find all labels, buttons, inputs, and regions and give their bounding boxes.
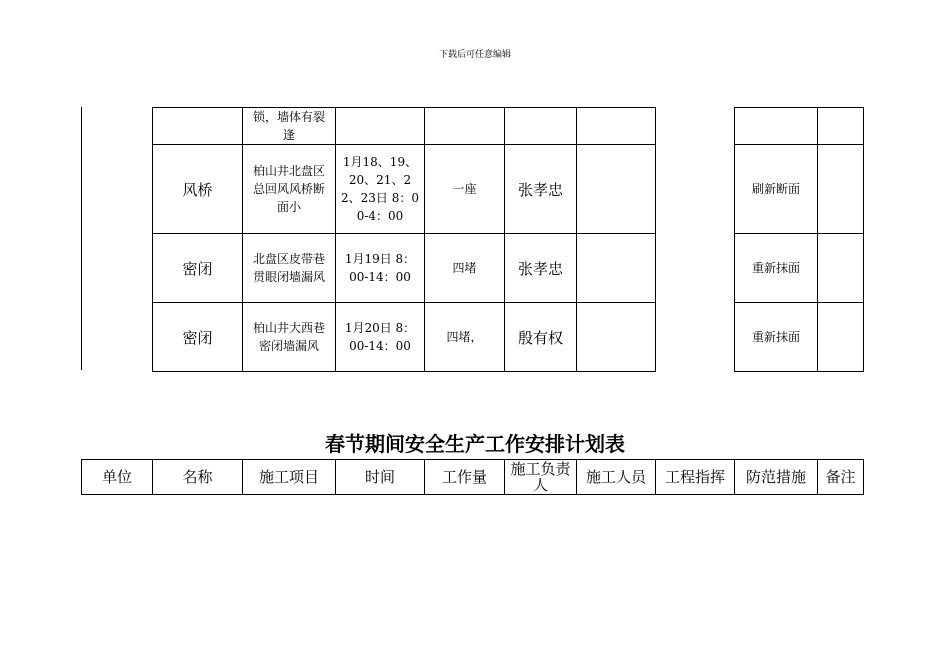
remark-cell	[818, 145, 864, 234]
time-cell	[336, 303, 425, 372]
measure-cell: 刷新断面	[735, 145, 818, 234]
project-text: 柏山井大西巷密闭墙漏风	[252, 321, 325, 353]
column-header-measures: 防范措施	[735, 460, 818, 495]
command-cell	[656, 303, 735, 372]
table-row	[153, 234, 864, 303]
quantity-cell: 四堵，	[425, 303, 505, 372]
column-header-command: 工程指挥	[656, 460, 735, 495]
person-cell	[505, 108, 577, 145]
staff-cell	[577, 234, 656, 303]
column-header-time: 时间	[336, 460, 425, 495]
table-row	[153, 108, 864, 145]
staff-cell	[577, 145, 656, 234]
person-cell: 张孝忠	[505, 145, 577, 234]
quantity-cell	[425, 108, 505, 145]
time-text: 1月18、19、20、21、22、23日 8：00-4：00	[341, 155, 419, 223]
command-cell	[656, 234, 735, 303]
plan-table-header	[81, 459, 864, 495]
measure-cell	[735, 108, 818, 145]
table-row	[153, 303, 864, 372]
project-cell	[243, 303, 336, 372]
time-cell	[336, 108, 425, 145]
time-text: 1月20日 8：00-14：00	[344, 321, 416, 353]
name-cell: 密闭	[153, 234, 243, 303]
time-text: 1月19日 8：00-14：00	[344, 252, 416, 284]
remark-cell	[818, 108, 864, 145]
project-cell	[243, 145, 336, 234]
person-cell: 张孝忠	[505, 234, 577, 303]
column-header-remarks: 备注	[818, 460, 864, 495]
quantity-cell: 四堵	[425, 234, 505, 303]
remark-cell	[818, 303, 864, 372]
name-cell: 风桥	[153, 145, 243, 234]
left-border-line	[81, 107, 82, 370]
page-header: 下载后可任意编辑	[438, 50, 511, 60]
column-header-project: 施工项目	[243, 460, 336, 495]
name-cell	[153, 108, 243, 145]
project-text: 柏山井北盘区总回风风桥断面小	[252, 164, 325, 214]
project-cell	[243, 234, 336, 303]
quantity-cell: 一座	[425, 145, 505, 234]
project-text: 锁，墙体有裂逢	[252, 110, 325, 142]
time-cell	[336, 145, 425, 234]
person-cell: 殷有权	[505, 303, 577, 372]
header-row	[82, 460, 864, 495]
command-cell	[656, 108, 735, 145]
staff-cell	[577, 108, 656, 145]
command-cell	[656, 145, 735, 234]
plan-table-continued	[152, 107, 864, 372]
measure-cell: 重新抹面	[735, 234, 818, 303]
column-header-quantity: 工作量	[425, 460, 505, 495]
column-header-name: 名称	[153, 460, 243, 495]
table-row	[153, 145, 864, 234]
table-title: 春节期间安全生产工作安排计划表	[325, 432, 625, 456]
column-header-person-in-charge	[505, 460, 577, 495]
name-cell: 密闭	[153, 303, 243, 372]
time-cell	[336, 234, 425, 303]
project-text: 北盘区皮带巷贯眼闭墙漏风	[252, 252, 325, 284]
staff-cell	[577, 303, 656, 372]
column-header-unit: 单位	[82, 460, 153, 495]
remark-cell	[818, 234, 864, 303]
measure-cell: 重新抹面	[735, 303, 818, 372]
person-in-charge-text: 施工负责人	[510, 460, 571, 494]
project-cell	[243, 108, 336, 145]
column-header-staff: 施工人员	[577, 460, 656, 495]
